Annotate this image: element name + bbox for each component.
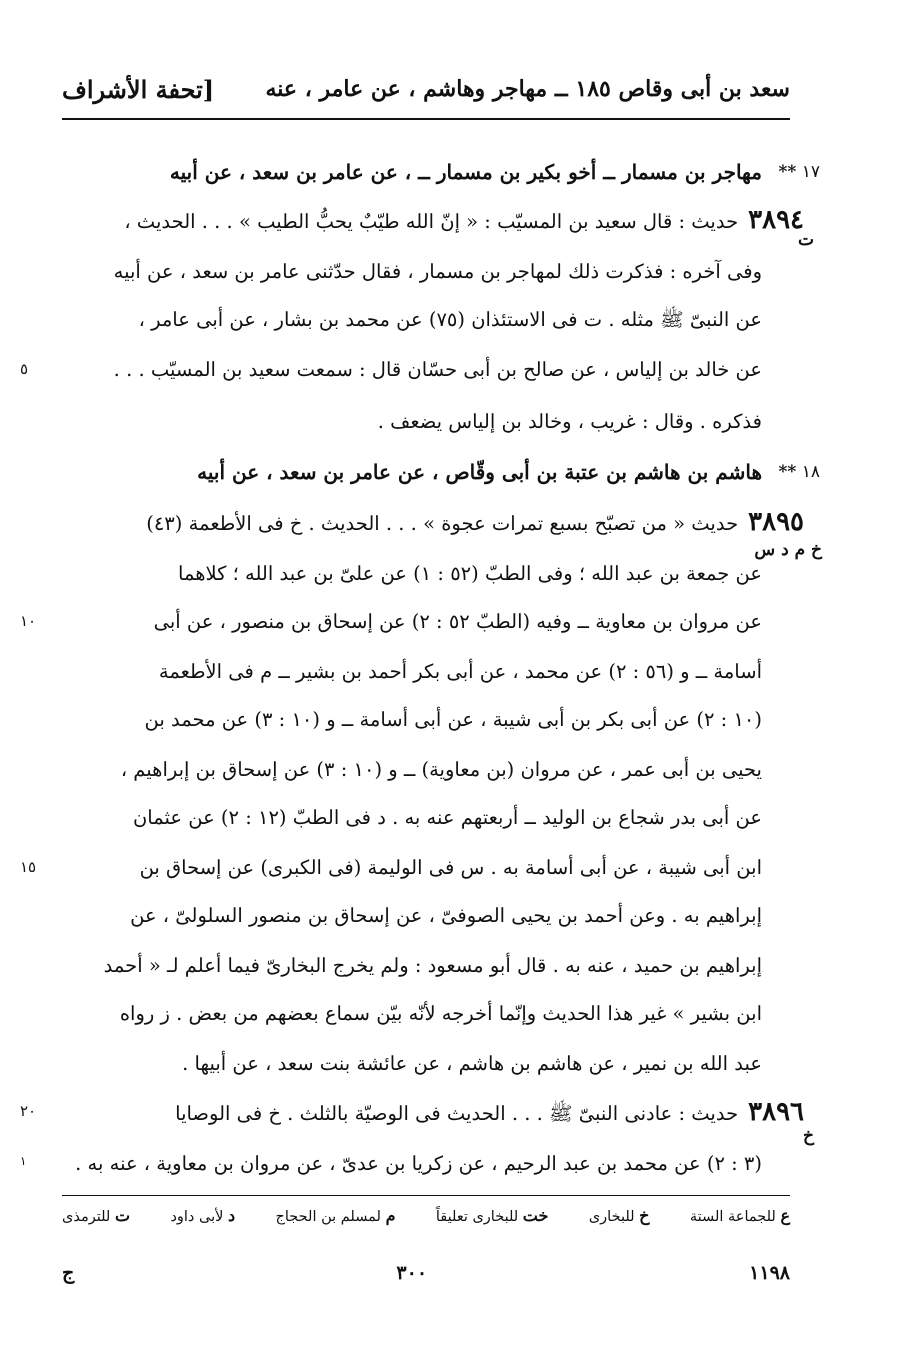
margin-line-number-15: ١٥: [20, 858, 37, 876]
hadith-3894-number: ٣٨٩٤: [748, 205, 804, 235]
page-number: ٣٠٠: [396, 1262, 428, 1284]
section-18-stars: **: [778, 462, 797, 482]
running-header: [62, 60, 790, 118]
section-18-marker: [764, 450, 820, 494]
legend-item: خ للبخارى: [588, 1206, 650, 1225]
hadith-3896-line-2: (٣ : ٢) عن محمد بن عبد الرحيم ، عن زكريا بن عدىّ ، عن مروان بن معاوية ، عنه به .: [75, 1152, 762, 1175]
running-header-title: سعد بن أبى وقاص ١٨٥ ــ مهاجر وهاشم ، عن عامر ، عنه: [265, 76, 790, 102]
hadith-3895-line-2: عن جمعة بن عبد الله ؛ وفى الطبّ (٥٢ : ١) عن علىّ بن عبد الله ؛ كلاهما: [178, 562, 762, 585]
section-17-stars: **: [778, 162, 797, 182]
hadith-3895-sigla: خ م د س: [754, 540, 822, 560]
page-footer: [62, 1262, 790, 1284]
hadith-3895-line-10: إبراهيم بن حميد ، عنه به . قال أبو مسعود : ولم يخرج البخارىّ فيما أعلم لـ « أحمد: [103, 954, 762, 977]
section-17-marker: [764, 150, 820, 194]
legend-item: ت للترمذى: [62, 1206, 131, 1225]
section-18-heading: هاشم بن هاشم بن عتبة بن أبى وقّاص ، عن عامر بن سعد ، عن أبيه: [197, 460, 762, 484]
hadith-3894-line-2: وفى آخره : فذكرت ذلك لمهاجر بن مسمار ، فقال حدّثنى عامر بن سعد ، عن أبيه: [113, 260, 762, 283]
hadith-3895-line-1: [146, 500, 804, 544]
hadith-3894-line-4: عن خالد بن إلياس ، عن صالح بن أبى حسّان قال : سمعت سعيد بن المسيّب . . .: [113, 358, 762, 381]
running-page-total: ١١٩٨: [749, 1262, 790, 1284]
hadith-3896-text-1: حديث : عادنى النبىّ ﷺ . . . الحديث فى الوصيّة بالثلث . خ فى الوصايا: [175, 1102, 739, 1125]
hadith-3895-line-6: يحيى بن أبى عمر ، عن مروان (بن معاوية) ــ و (١٠ : ٣) عن إسحاق بن إبراهيم ،: [120, 758, 762, 781]
header-rule: [62, 118, 790, 120]
hadith-3894-sigla: ت: [797, 230, 814, 250]
hadith-3894-line-5: فذكره . وقال : غريب ، وخالد بن إلياس يضعف .: [377, 410, 762, 433]
section-17-number: ١٧: [801, 162, 820, 182]
hadith-3895-line-7: عن أبى بدر شجاع بن الوليد ــ أربعتهم عنه به . د فى الطبّ (١٢ : ٢) عن عثمان: [132, 806, 762, 829]
volume-mark: ج: [62, 1262, 75, 1284]
section-17-heading: مهاجر بن مسمار ــ أخو بكير بن مسمار ــ ، عن عامر بن سعد ، عن أبيه: [169, 160, 762, 184]
hadith-3895-line-8: ابن أبى شيبة ، عن أبى أسامة به . س فى الوليمة (فى الكبرى) عن إسحاق بن: [139, 856, 762, 879]
margin-mark: ١: [20, 1154, 27, 1168]
margin-line-number-20: ٢٠: [20, 1102, 37, 1120]
hadith-3895-line-5: (١٠ : ٢) عن أبى بكر بن أبى شيبة ، عن أبى أسامة ــ و (١٠ : ٣) عن محمد بن: [144, 708, 762, 731]
legend-item: ع للجماعة الستة: [689, 1206, 790, 1225]
hadith-3896-line-1: [152, 1090, 804, 1134]
book-title: [تحفة الأشراف: [62, 74, 215, 104]
footer-rule: [62, 1195, 790, 1196]
hadith-3895-line-4: أسامة ــ و (٥٦ : ٢) عن محمد ، عن أبى بكر أحمد بن بشير ــ م فى الأطعمة: [158, 660, 762, 683]
hadith-3895-line-11: ابن بشير » غير هذا الحديث وإنّما أخرجه لأنّه بيّن سماع بعضهم من بعض . ز رواه: [119, 1002, 762, 1025]
siglum-legend: [62, 1206, 790, 1225]
hadith-3894-line-1: [124, 198, 804, 242]
hadith-3894-line-3: عن النبىّ ﷺ مثله . ت فى الاستئذان (٧٥) عن محمد بن بشار ، عن أبى عامر ،: [138, 308, 762, 331]
hadith-3895-line-12: عبد الله بن نمير ، عن هاشم بن هاشم ، عن عائشة بنت سعد ، عن أبيها .: [182, 1052, 762, 1075]
hadith-3896-sigla: خ: [803, 1126, 814, 1146]
hadith-3896-number: ٣٨٩٦: [748, 1097, 804, 1127]
hadith-3894-text-1: حديث : قال سعيد بن المسيّب : « إنّ الله طيّبٌ يحبُّ الطيب » . . . الحديث ،: [124, 210, 739, 233]
section-18-number: ١٨: [801, 462, 820, 482]
legend-item: د لأبى داود: [170, 1206, 236, 1225]
hadith-3895-line-3: عن مروان بن معاوية ــ وفيه (الطبّ ٥٢ : ٢) عن إسحاق بن منصور ، عن أبى: [153, 610, 762, 633]
hadith-3895-text-1: حديث « من تصبّح بسبع تمرات عجوة » . . . الحديث . خ فى الأطعمة (٤٣): [146, 512, 739, 535]
margin-line-number-10: ١٠: [20, 612, 37, 630]
legend-item: خت للبخارى تعليقاً: [435, 1206, 549, 1225]
legend-item: م لمسلم بن الحجاج: [275, 1206, 396, 1225]
hadith-3895-line-9: إبراهيم به . وعن أحمد بن يحيى الصوفىّ ، عن إسحاق بن منصور السلولىّ ، عن: [130, 904, 762, 927]
hadith-3895-number: ٣٨٩٥: [748, 507, 804, 537]
margin-line-number-5: ٥: [20, 360, 29, 378]
